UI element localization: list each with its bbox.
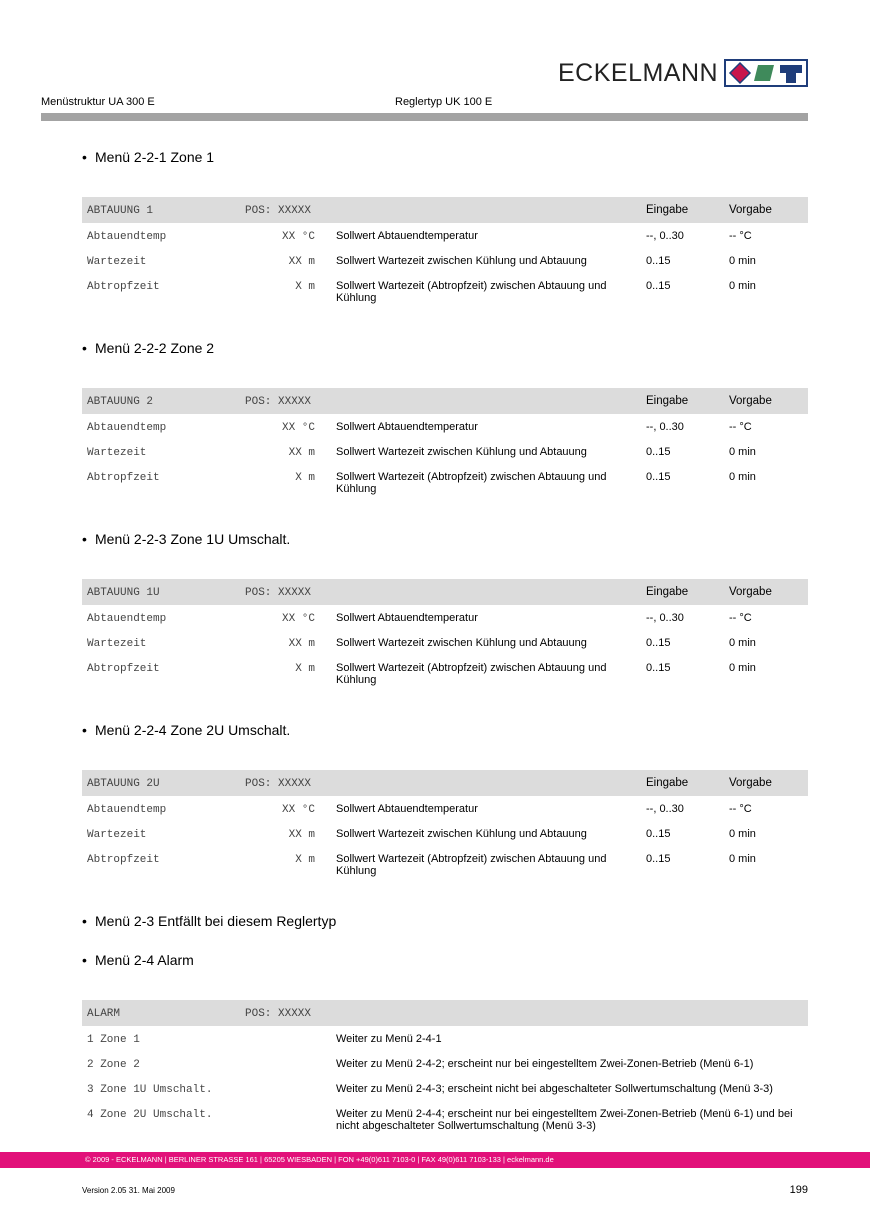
param-vorgabe: -- °C <box>729 803 752 815</box>
param-desc: Sollwert Wartezeit (Abtropfzeit) zwischen Abtauung und Kühlung <box>336 662 607 686</box>
param-eingabe: --, 0..30 <box>646 421 684 433</box>
table-header-row <box>82 197 808 223</box>
param-desc: Sollwert Wartezeit (Abtropfzeit) zwischen Abtauung und Kühlung <box>336 471 607 495</box>
param-value: XX m <box>288 256 315 268</box>
param-vorgabe: 0 min <box>729 280 756 292</box>
param-eingabe: 0..15 <box>646 280 671 292</box>
param-desc: Sollwert Wartezeit zwischen Kühlung und Abtauung <box>336 828 587 840</box>
param-eingabe: 0..15 <box>646 471 671 483</box>
param-vorgabe: -- °C <box>729 421 752 433</box>
table-pos: POS: XXXXX <box>245 1008 312 1020</box>
param-desc: Sollwert Abtauendtemperatur <box>336 803 478 815</box>
param-name: Wartezeit <box>87 256 147 268</box>
param-eingabe: 0..15 <box>646 255 671 267</box>
param-desc: Sollwert Wartezeit zwischen Kühlung und Abtauung <box>336 637 587 649</box>
table-pos: POS: XXXXX <box>245 205 312 217</box>
param-name: Abtropfzeit <box>87 281 160 293</box>
param-name: Wartezeit <box>87 447 147 459</box>
param-value: X m <box>295 663 315 675</box>
table-header-row <box>82 579 808 605</box>
table-row <box>82 846 808 880</box>
param-name: Abtropfzeit <box>87 472 160 484</box>
param-name: Abtropfzeit <box>87 663 160 675</box>
param-vorgabe: 0 min <box>729 853 756 865</box>
table-row <box>82 414 808 439</box>
param-vorgabe: 0 min <box>729 471 756 483</box>
param-name: Abtropfzeit <box>87 854 160 866</box>
table-row <box>82 248 808 273</box>
table-pos: POS: XXXXX <box>245 396 312 408</box>
alarm-item: 3 Zone 1U Umschalt. <box>87 1084 213 1096</box>
param-eingabe: 0..15 <box>646 662 671 674</box>
param-vorgabe: -- °C <box>729 612 752 624</box>
table-row <box>82 223 808 248</box>
col-eingabe: Eingabe <box>646 395 689 407</box>
table-row <box>82 1101 808 1135</box>
page-number: 199 <box>789 1184 808 1196</box>
section-heading: • Menü 2-2-1 Zone 1 <box>82 149 215 165</box>
menu-table <box>82 770 808 880</box>
param-eingabe: 0..15 <box>646 446 671 458</box>
menu-table <box>82 579 808 689</box>
table-row <box>82 821 808 846</box>
param-name: Wartezeit <box>87 829 147 841</box>
col-eingabe: Eingabe <box>646 586 689 598</box>
section-heading: • Menü 2-4 Alarm <box>82 952 194 968</box>
param-vorgabe: 0 min <box>729 637 756 649</box>
col-vorgabe: Vorgabe <box>729 777 772 789</box>
param-name: Wartezeit <box>87 638 147 650</box>
table-row <box>82 605 808 630</box>
brand-name: ECKELMANN <box>558 59 719 87</box>
table-title: ABTAUUNG 1 <box>87 205 154 217</box>
param-eingabe: 0..15 <box>646 828 671 840</box>
param-desc: Sollwert Wartezeit zwischen Kühlung und Abtauung <box>336 446 587 458</box>
alarm-desc: Weiter zu Menü 2-4-3; erscheint nicht bei abgeschalteter Sollwertumschaltung (Menü 3-3) <box>336 1083 773 1095</box>
section-heading: • Menü 2-2-3 Zone 1U Umschalt. <box>82 531 291 547</box>
table-pos: POS: XXXXX <box>245 587 312 599</box>
col-eingabe: Eingabe <box>646 777 689 789</box>
table-pos: POS: XXXXX <box>245 778 312 790</box>
table-title: ABTAUUNG 2U <box>87 778 160 790</box>
table-row <box>82 1026 808 1051</box>
table-title: ABTAUUNG 2 <box>87 396 154 408</box>
param-value: XX m <box>288 829 315 841</box>
table-row <box>82 796 808 821</box>
param-name: Abtauendtemp <box>87 613 167 625</box>
table-row <box>82 439 808 464</box>
param-value: XX m <box>288 638 315 650</box>
table-row <box>82 1051 808 1076</box>
param-value: XX °C <box>281 231 315 243</box>
header-doc-title: Menüstruktur UA 300 E <box>41 96 155 108</box>
param-name: Abtauendtemp <box>87 804 167 816</box>
alarm-item: 1 Zone 1 <box>87 1034 140 1046</box>
param-eingabe: --, 0..30 <box>646 612 684 624</box>
param-desc: Sollwert Abtauendtemperatur <box>336 612 478 624</box>
alarm-desc: Weiter zu Menü 2-4-1 <box>336 1033 442 1045</box>
param-desc: Sollwert Wartezeit zwischen Kühlung und Abtauung <box>336 255 587 267</box>
param-vorgabe: 0 min <box>729 828 756 840</box>
section-heading: • Menü 2-2-4 Zone 2U Umschalt. <box>82 722 291 738</box>
section-heading: • Menü 2-3 Entfällt bei diesem Reglertyp <box>82 913 337 929</box>
table-title: ALARM <box>87 1008 121 1020</box>
footer-bar <box>0 1152 870 1168</box>
table-row <box>82 655 808 689</box>
menu-table <box>82 388 808 498</box>
col-vorgabe: Vorgabe <box>729 395 772 407</box>
param-vorgabe: 0 min <box>729 662 756 674</box>
param-value: XX °C <box>281 422 315 434</box>
menu-table <box>82 197 808 307</box>
brand-logo <box>558 58 808 88</box>
param-desc: Sollwert Wartezeit (Abtropfzeit) zwischen Abtauung und Kühlung <box>336 280 607 304</box>
alarm-item: 2 Zone 2 <box>87 1059 140 1071</box>
logo-mark-icon <box>724 59 808 87</box>
param-value: XX °C <box>281 613 315 625</box>
param-name: Abtauendtemp <box>87 422 167 434</box>
param-value: X m <box>295 281 315 293</box>
col-eingabe: Eingabe <box>646 204 689 216</box>
param-desc: Sollwert Wartezeit (Abtropfzeit) zwischen Abtauung und Kühlung <box>336 853 607 877</box>
col-vorgabe: Vorgabe <box>729 204 772 216</box>
param-name: Abtauendtemp <box>87 231 167 243</box>
param-vorgabe: 0 min <box>729 255 756 267</box>
footer-address: © 2009 - ECKELMANN | BERLINER STRASSE 161 | 65205 WIESBADEN | FON +49(0)611 7103-0 | FAX 49(0)611 7103-133 | eckelmann.de <box>85 1155 554 1164</box>
version-info: Version 2.05 31. Mai 2009 <box>82 1186 175 1195</box>
table-row <box>82 464 808 498</box>
header-controller-type: Reglertyp UK 100 E <box>395 96 493 108</box>
param-vorgabe: -- °C <box>729 230 752 242</box>
param-value: XX °C <box>281 804 315 816</box>
table-row <box>82 630 808 655</box>
table-row <box>82 1076 808 1101</box>
param-eingabe: --, 0..30 <box>646 230 684 242</box>
param-desc: Sollwert Abtauendtemperatur <box>336 230 478 242</box>
header-divider <box>41 113 808 121</box>
param-value: X m <box>295 854 315 866</box>
table-title: ABTAUUNG 1U <box>87 587 160 599</box>
alarm-table <box>82 1000 808 1135</box>
alarm-item: 4 Zone 2U Umschalt. <box>87 1109 213 1121</box>
param-eingabe: 0..15 <box>646 853 671 865</box>
param-vorgabe: 0 min <box>729 446 756 458</box>
table-row <box>82 273 808 307</box>
param-eingabe: --, 0..30 <box>646 803 684 815</box>
table-header-row <box>82 1000 808 1026</box>
param-desc: Sollwert Abtauendtemperatur <box>336 421 478 433</box>
alarm-desc: Weiter zu Menü 2-4-4; erscheint nur bei eingestelltem Zwei-Zonen-Betrieb (Menü 6-1) und bei nicht abgeschalteter Sollwertumschaltung (Menü 3-3) <box>336 1108 793 1132</box>
param-value: X m <box>295 472 315 484</box>
section-heading: • Menü 2-2-2 Zone 2 <box>82 340 215 356</box>
table-header-row <box>82 388 808 414</box>
alarm-desc: Weiter zu Menü 2-4-2; erscheint nur bei eingestelltem Zwei-Zonen-Betrieb (Menü 6-1) <box>336 1058 754 1070</box>
col-vorgabe: Vorgabe <box>729 586 772 598</box>
param-value: XX m <box>288 447 315 459</box>
param-eingabe: 0..15 <box>646 637 671 649</box>
table-header-row <box>82 770 808 796</box>
